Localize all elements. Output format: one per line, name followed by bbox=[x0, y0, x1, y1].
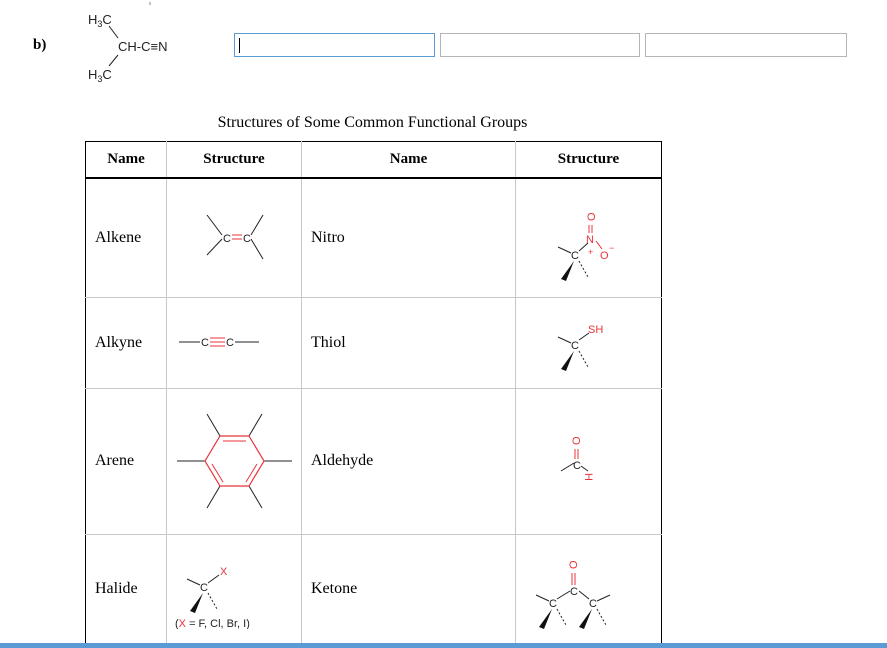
molecule-center: CH-C≡N bbox=[118, 39, 168, 54]
aldehyde-h: H bbox=[582, 473, 594, 481]
halide-note-x: X bbox=[178, 618, 187, 629]
table-row bbox=[86, 388, 662, 534]
header-structure-2: Structure bbox=[516, 142, 662, 179]
nitro-minus: − bbox=[609, 242, 615, 253]
molecule-top-group: $H_3C$ bbox=[88, 12, 112, 29]
halide-structure bbox=[167, 534, 302, 644]
header-name-1: Name bbox=[86, 142, 167, 179]
nitro-n: N bbox=[586, 233, 594, 246]
row-name-aldehyde: Aldehyde bbox=[302, 388, 516, 534]
thiol-sh: SH bbox=[588, 323, 604, 336]
question-label: b) bbox=[33, 37, 47, 53]
answer-input-3[interactable] bbox=[645, 33, 847, 57]
alkyne-c2: C bbox=[226, 336, 234, 349]
thiol-structure bbox=[516, 297, 662, 388]
ketone-o: O bbox=[568, 560, 580, 569]
halide-c: C bbox=[200, 582, 208, 594]
alkene-c1: C bbox=[223, 232, 231, 245]
alkyne-structure bbox=[167, 297, 302, 388]
halide-note-rest: = F, Cl, Br, I) bbox=[186, 618, 250, 629]
row-name-thiol: Thiol bbox=[302, 297, 516, 388]
aldehyde-o: O bbox=[571, 436, 583, 445]
arene-structure bbox=[167, 388, 302, 534]
ketone-c1: C bbox=[549, 598, 557, 610]
table-row bbox=[86, 178, 662, 297]
ketone-c2: C bbox=[570, 586, 578, 598]
answer-input-1[interactable] bbox=[234, 33, 435, 57]
ketone-c3: C bbox=[589, 598, 597, 610]
molecule-svg bbox=[80, 2, 210, 82]
row-name-alkene: Alkene bbox=[86, 178, 167, 297]
answer-input-2[interactable] bbox=[440, 33, 640, 57]
aldehyde-structure bbox=[516, 388, 662, 534]
table-caption: Structures of Some Common Functional Groups bbox=[217, 114, 528, 131]
row-name-nitro: Nitro bbox=[302, 178, 516, 297]
row-name-arene: Arene bbox=[86, 388, 167, 534]
ketone-structure bbox=[516, 534, 662, 644]
table-header-row bbox=[86, 142, 662, 179]
header-structure-1: Structure bbox=[167, 142, 302, 179]
functional-groups-table bbox=[85, 141, 662, 645]
alkyne-c1: C bbox=[201, 336, 209, 349]
aldehyde-c: C bbox=[573, 460, 581, 472]
bottom-scroll-bar bbox=[0, 643, 887, 648]
row-name-halide: Halide bbox=[86, 534, 167, 644]
nitro-structure bbox=[516, 178, 662, 297]
row-name-alkyne: Alkyne bbox=[86, 297, 167, 388]
alkene-c2: C bbox=[243, 232, 251, 245]
row-name-ketone: Ketone bbox=[302, 534, 516, 644]
table-row bbox=[86, 534, 662, 644]
question-molecule bbox=[80, 2, 210, 82]
halide-note-open: ( bbox=[175, 618, 179, 629]
nitro-plus: + bbox=[588, 246, 594, 257]
text-caret bbox=[239, 38, 240, 53]
header-name-2: Name bbox=[302, 142, 516, 179]
nitro-o1: O bbox=[586, 212, 598, 221]
nitro-o2: O bbox=[600, 249, 609, 262]
thiol-c: C bbox=[571, 339, 579, 352]
table-row bbox=[86, 297, 662, 388]
alkene-structure bbox=[167, 178, 302, 297]
molecule-bottom-group: $H_3C$ bbox=[88, 67, 112, 82]
nitro-c: C bbox=[571, 249, 579, 262]
halide-x: X bbox=[220, 566, 228, 578]
svg-text:(X = F, Cl, Br, I) bbox=[175, 618, 250, 629]
